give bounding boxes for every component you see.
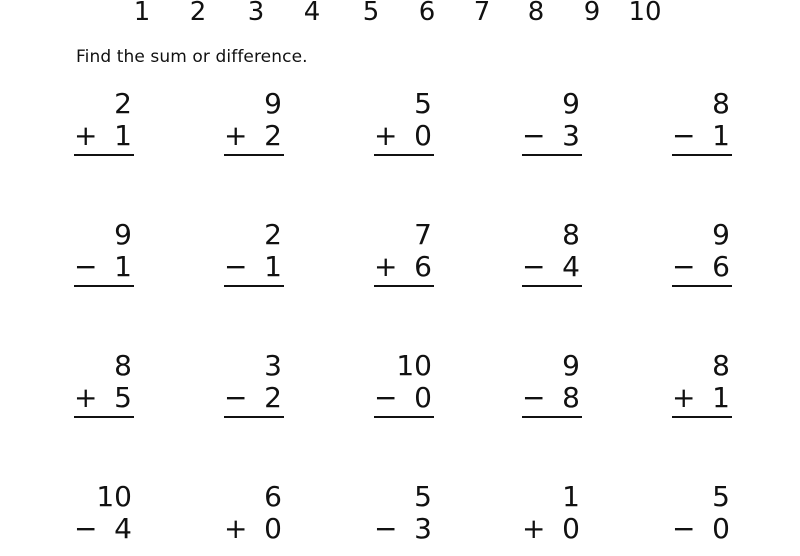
answer-line <box>224 285 284 287</box>
top-number: 9 <box>562 349 580 382</box>
bottom-number: 0 <box>562 512 580 545</box>
problem-17 <box>224 481 284 556</box>
top-number: 8 <box>712 349 730 382</box>
top-number: 9 <box>264 87 282 120</box>
top-number: 7 <box>414 218 432 251</box>
bottom-number: 4 <box>562 250 580 283</box>
answer-line <box>224 416 284 418</box>
answer-line <box>374 285 434 287</box>
number-line-7: 7 <box>473 0 491 27</box>
problem-20 <box>672 481 732 556</box>
bottom-number: 6 <box>414 250 432 283</box>
operator-sign: − <box>522 381 546 414</box>
answer-line <box>74 416 134 418</box>
bottom-number: 3 <box>562 119 580 152</box>
number-line-1: 1 <box>133 0 151 27</box>
operator-sign: + <box>522 512 546 545</box>
number-line <box>0 0 800 32</box>
problem-7 <box>224 219 284 294</box>
answer-line <box>74 154 134 156</box>
problem-16 <box>74 481 134 556</box>
problem-19 <box>522 481 582 556</box>
bottom-number: 2 <box>264 381 282 414</box>
problem-3 <box>374 88 434 163</box>
number-line-4: 4 <box>303 0 321 27</box>
problem-12 <box>224 350 284 425</box>
bottom-number: 6 <box>712 250 730 283</box>
number-line-5: 5 <box>362 0 380 27</box>
bottom-number: 0 <box>712 512 730 545</box>
bottom-number: 8 <box>562 381 580 414</box>
problem-4 <box>522 88 582 163</box>
top-number: 1 <box>562 480 580 513</box>
top-number: 9 <box>114 218 132 251</box>
operator-sign: − <box>224 250 248 283</box>
problem-2 <box>224 88 284 163</box>
operator-sign: + <box>74 381 98 414</box>
bottom-number: 5 <box>114 381 132 414</box>
top-number: 3 <box>264 349 282 382</box>
top-number: 6 <box>264 480 282 513</box>
top-number: 8 <box>562 218 580 251</box>
bottom-number: 1 <box>712 119 730 152</box>
top-number: 8 <box>114 349 132 382</box>
bottom-number: 1 <box>114 250 132 283</box>
top-number: 8 <box>712 87 730 120</box>
problem-11 <box>74 350 134 425</box>
bottom-number: 0 <box>264 512 282 545</box>
problem-1 <box>74 88 134 163</box>
instructions: Find the sum or difference. <box>76 47 308 67</box>
problem-18 <box>374 481 434 556</box>
operator-sign: + <box>374 119 398 152</box>
number-line-6: 6 <box>418 0 436 27</box>
problem-14 <box>522 350 582 425</box>
operator-sign: − <box>74 512 98 545</box>
operator-sign: − <box>522 250 546 283</box>
operator-sign: − <box>522 119 546 152</box>
top-number: 9 <box>712 218 730 251</box>
answer-line <box>374 154 434 156</box>
problem-13 <box>374 350 434 425</box>
answer-line <box>522 416 582 418</box>
number-line-9: 9 <box>583 0 601 27</box>
operator-sign: + <box>374 250 398 283</box>
operator-sign: − <box>374 512 398 545</box>
top-number: 5 <box>712 480 730 513</box>
operator-sign: − <box>672 250 696 283</box>
operator-sign: + <box>224 119 248 152</box>
problem-10 <box>672 219 732 294</box>
number-line-10: 10 <box>628 0 662 27</box>
bottom-number: 1 <box>114 119 132 152</box>
top-number: 10 <box>96 480 132 513</box>
operator-sign: − <box>374 381 398 414</box>
top-number: 2 <box>114 87 132 120</box>
answer-line <box>672 285 732 287</box>
answer-line <box>672 154 732 156</box>
bottom-number: 3 <box>414 512 432 545</box>
operator-sign: − <box>672 119 696 152</box>
answer-line <box>672 416 732 418</box>
problem-6 <box>74 219 134 294</box>
operator-sign: − <box>74 250 98 283</box>
answer-line <box>74 285 134 287</box>
bottom-number: 4 <box>114 512 132 545</box>
operator-sign: − <box>224 381 248 414</box>
bottom-number: 1 <box>264 250 282 283</box>
answer-line <box>374 416 434 418</box>
top-number: 9 <box>562 87 580 120</box>
bottom-number: 0 <box>414 119 432 152</box>
top-number: 2 <box>264 218 282 251</box>
operator-sign: − <box>672 512 696 545</box>
bottom-number: 0 <box>414 381 432 414</box>
top-number: 5 <box>414 480 432 513</box>
number-line-2: 2 <box>189 0 207 27</box>
answer-line <box>522 285 582 287</box>
operator-sign: + <box>672 381 696 414</box>
answer-line <box>522 154 582 156</box>
bottom-number: 1 <box>712 381 730 414</box>
bottom-number: 2 <box>264 119 282 152</box>
problem-15 <box>672 350 732 425</box>
problem-9 <box>522 219 582 294</box>
number-line-8: 8 <box>527 0 545 27</box>
operator-sign: + <box>224 512 248 545</box>
answer-line <box>224 154 284 156</box>
number-line-3: 3 <box>247 0 265 27</box>
operator-sign: + <box>74 119 98 152</box>
top-number: 10 <box>396 349 432 382</box>
problem-5 <box>672 88 732 163</box>
problem-8 <box>374 219 434 294</box>
top-number: 5 <box>414 87 432 120</box>
